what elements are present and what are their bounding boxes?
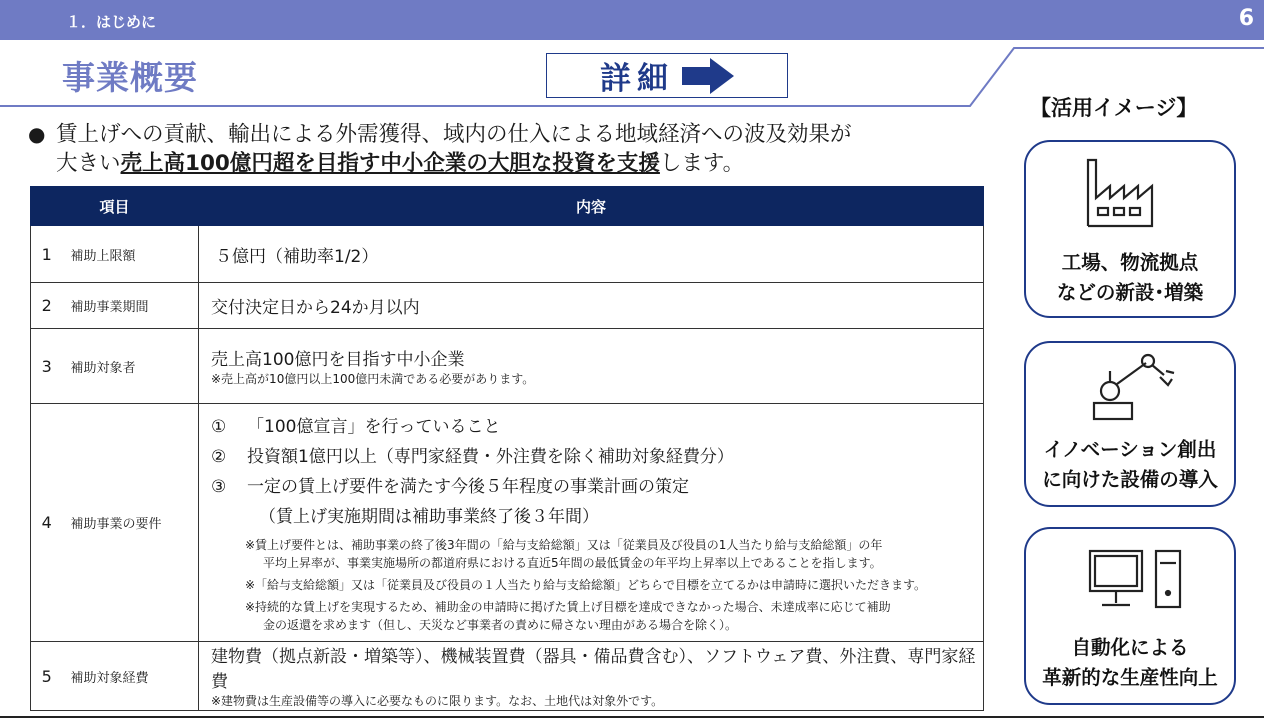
content-text: ５億円（補助率1/2） (215, 246, 379, 267)
page-number: 6 (1238, 6, 1254, 31)
requirement-3-sub: （賃上げ実施期間は補助事業終了後３年間） (259, 506, 599, 527)
row-item: 補助上限額 (59, 226, 199, 283)
table-header-row (31, 187, 984, 226)
row-item: 補助対象者 (59, 329, 199, 404)
usage-card-innovation (1024, 341, 1236, 507)
card-label-line2: などの新設･増築 (1056, 281, 1204, 304)
section-label: １．はじめに (66, 13, 157, 31)
computer-icon (1084, 547, 1184, 611)
bottom-divider (0, 716, 1264, 718)
row-number: 2 (31, 283, 59, 329)
content-note: ※売上高が10億円以上100億円未満である必要があります。 (211, 371, 535, 386)
row-item: 補助事業の要件 (59, 404, 199, 642)
refund-note: ※持続的な賃上げを実現するため、補助金の申請時に掲げた賃上げ目標を達成できなかった場合、未達成率に応じて補助 (245, 599, 891, 614)
table-row (31, 329, 984, 404)
robot-arm-icon (1084, 351, 1176, 423)
detail-button[interactable] (546, 53, 788, 98)
intro-line2-highlight: 売上高100億円超を目指す中小企業の大胆な投資を支援 (120, 151, 660, 176)
requirement-text: 投資額1億円以上（専門家経費・外注費を除く補助対象経費分） (247, 446, 734, 467)
row-item: 補助対象経費 (59, 642, 199, 711)
content-text: 交付決定日から24か月以内 (211, 298, 420, 318)
row-content (199, 404, 984, 642)
detail-button-label: 詳細 (600, 61, 674, 97)
wage-note: ※賃上げ要件とは、補助事業の終了後3年間の「給与支給総額」又は「従業員及び役員の1人当たり給与支給総額」の年 (245, 537, 883, 552)
row-number: 3 (31, 329, 59, 404)
column-header-content: 内容 (199, 187, 984, 226)
requirement-mark: ① (211, 416, 227, 437)
row-content (199, 642, 984, 711)
requirement-text: 一定の賃上げ要件を満たす今後５年程度の事業計画の策定 (247, 476, 689, 497)
row-content (199, 226, 984, 283)
requirement-1 (211, 412, 983, 442)
row-number: 5 (31, 642, 59, 711)
requirement-3 (211, 472, 983, 502)
factory-icon (1084, 156, 1156, 228)
card-label-line1: イノベーション創出 (1043, 438, 1217, 461)
overview-table (30, 186, 984, 711)
row-content (199, 329, 984, 404)
intro-line2-suffix: します。 (659, 151, 745, 176)
bullet-icon: ● (28, 122, 46, 146)
usage-card-automation (1024, 527, 1236, 705)
card-label-line1: 工場、物流拠点 (1061, 251, 1199, 274)
table-row (31, 642, 984, 711)
row-item: 補助事業期間 (59, 283, 199, 329)
content-text: 売上高100億円を目指す中小企業 (211, 349, 465, 370)
table-row (31, 404, 984, 642)
arrow-right-icon (682, 58, 734, 94)
requirement-mark: ② (211, 446, 227, 467)
row-number: 1 (31, 226, 59, 283)
usage-image-title: 【活用イメージ】 (1030, 96, 1198, 120)
requirement-text: 「100億宣言」を行っていること (247, 416, 501, 437)
content-note: ※建物費は生産設備等の導入に必要なものに限ります。なお、土地代は対象外です。 (211, 694, 664, 708)
row-content (199, 283, 984, 329)
column-header-item: 項目 (31, 187, 199, 226)
row-number: 4 (31, 404, 59, 642)
page-title: 事業概要 (62, 58, 198, 97)
card-label-line2: 革新的な生産性向上 (1042, 666, 1218, 689)
requirement-mark: ③ (211, 476, 227, 497)
table-row (31, 226, 984, 283)
wage-note-cont: 平均上昇率が、事業実施場所の都道府県における直近5年間の最低賃金の年平均上昇率以上であることを指します。 (263, 555, 882, 570)
usage-card-factory (1024, 140, 1236, 318)
card-label-line2: に向けた設備の導入 (1042, 468, 1218, 491)
table-row (31, 283, 984, 329)
requirement-2 (211, 442, 983, 472)
content-text: 建物費（拠点新設・増築等）、機械装置費（器具・備品費含む）、ソフトウェア費、外注費、専門家経費 (211, 647, 976, 692)
intro-line2-prefix: 大きい (56, 151, 121, 176)
card-label-line1: 自動化による (1071, 636, 1189, 659)
intro-line1: 賃上げへの貢献、輸出による外需獲得、域内の仕入による地域経済への波及効果が (56, 122, 852, 147)
selection-note: ※「給与支給総額」又は「従業員及び役員の１人当たり給与支給総額」どちらで目標を立てるかは申請時に選択いただきます。 (245, 577, 926, 592)
refund-note-cont: 金の返還を求めます（但し、天災など事業者の責めに帰さない理由がある場合を除く）。 (263, 617, 738, 632)
intro-line2 (56, 149, 744, 178)
